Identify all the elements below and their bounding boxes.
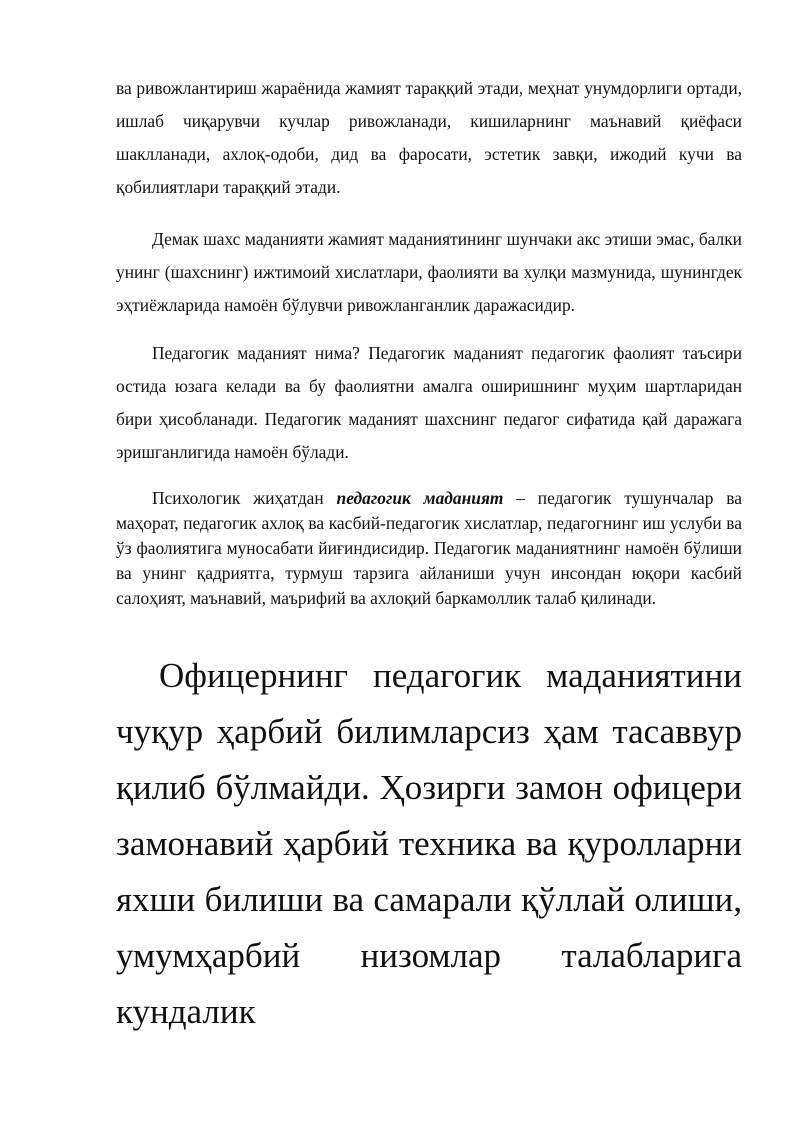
paragraph-lead-text: Психологик жиҳатдан <box>152 488 337 508</box>
paragraph-body-text: – педагогик тушунчалар ва маҳорат, педагогик ахлоқ ва касбий-педагогик хислатлар, педагогнинг иш услуби ва ўз фаолиятига муносабати йиғиндисидир. Педагогик маданиятнинг намоён бўлиши ва унинг қадриятга, турмуш тарзига айланиши учун инсондан юқори касбий салоҳият, маънавий, маърифий ва ахлоқий баркамоллик талаб қилинади. <box>116 488 742 608</box>
paragraph-continuation: ва ривожлантириш жараёнида жамият тараққий этади, меҳнат унумдорлиги ортади, ишлаб чиқарувчи кучлар ривожланади, кишиларнинг маънавий қиёфаси шаклланади, ахлоқ-одоби, дид ва фаросати, эстетик завқи, ижодий кучи ва қобилиятлари тараққий этади. <box>116 78 742 197</box>
paragraph-officer-culture: Офицернинг педагогик маданиятини чуқур ҳарбий билимларсиз ҳам тасаввур қилиб бўлмайди. Ҳозирги замон офицери замонавий ҳарбий техника ва қуролларни яхши билиши ва самарали қўллай олиши, умумҳарбий низомлар талабларига кундалик <box>116 656 742 1031</box>
paragraph-personal-culture: Демак шахс маданияти жамият маданиятининг шунчаки акс этиши эмас, балки унинг (шахснинг) ижтимоий хислатлари, фаолияти ва хулқи мазмунида, шунингдек эҳтиёжларида намоён бўлувчи ривожланганлик даражасидир. <box>116 229 742 315</box>
paragraph-pedagogical-culture-definition: Педагогик маданият нима? Педагогик маданият педагогик фаолият таъсири остида юзага келади ва бу фаолиятни амалга оширишнинг муҳим шартларидан бири ҳисобланади. Педагогик маданият шахснинг педагог сифатида қай даражага эришганлигида намоён бўлади. <box>116 343 742 462</box>
paragraph-psychological-aspect <box>116 486 742 611</box>
emphasized-term: педагогик маданият <box>336 488 504 508</box>
